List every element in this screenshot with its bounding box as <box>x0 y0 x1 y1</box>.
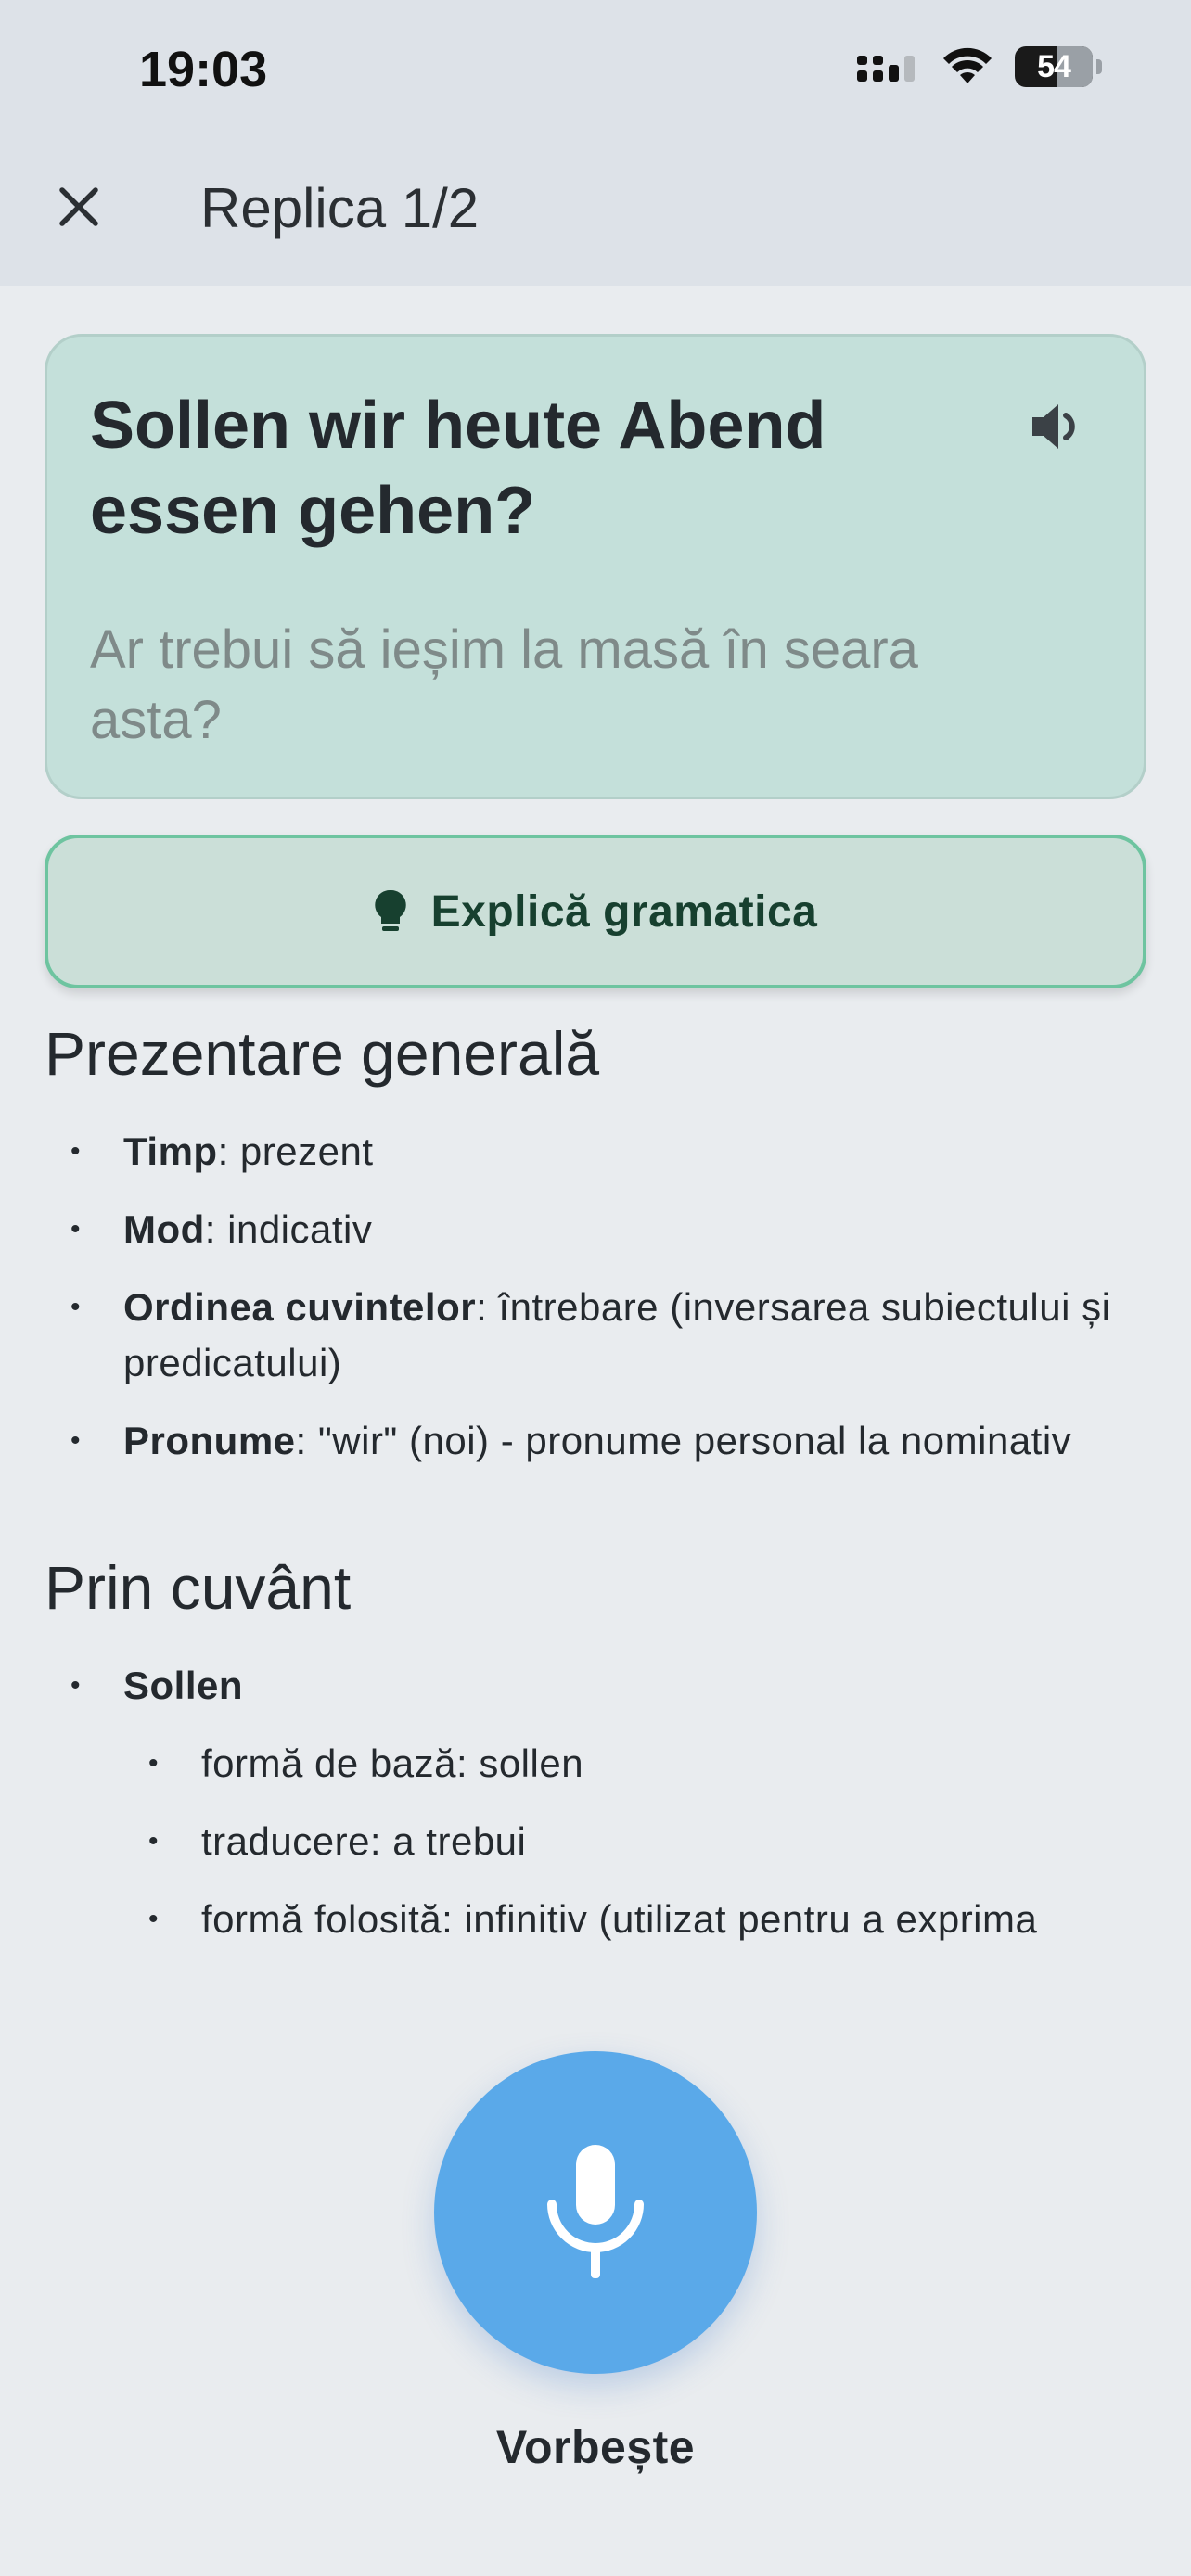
word-detail-text: formă de bază: sollen <box>201 1741 584 1785</box>
bullet: • <box>70 1292 81 1322</box>
top-bar <box>0 0 1191 286</box>
bullet: • <box>148 1748 159 1779</box>
close-button[interactable] <box>48 176 109 237</box>
german-sentence: Sollen wir heute Abend essen gehen? <box>90 389 826 548</box>
by-word-heading: Prin cuvânt <box>45 1553 352 1622</box>
word-detail-text: formă folosită: infinitiv (utilizat pentru a exprima <box>201 1897 1038 1941</box>
speak-label: Vorbește <box>495 2421 696 2473</box>
play-audio-button[interactable] <box>1025 394 1090 459</box>
sentence-card <box>45 334 1146 799</box>
battery-level: 54 <box>1037 48 1070 84</box>
translation-text: Ar trebui să ieșim la masă în seara asta? <box>90 619 918 750</box>
page-title: Replica 1/2 <box>200 177 480 239</box>
close-icon <box>57 185 101 229</box>
overview-value: : prezent <box>217 1129 374 1173</box>
signal-icon <box>855 48 920 85</box>
overview-key: Timp <box>123 1129 218 1173</box>
overview-key: Ordinea cuvintelor <box>123 1285 477 1329</box>
status-time: 19:03 <box>139 42 268 97</box>
bullet: • <box>148 1904 159 1934</box>
battery-cap <box>1096 59 1102 74</box>
battery-icon <box>1015 46 1093 87</box>
explain-grammar-label: Explică gramatica <box>430 886 818 937</box>
bullet: • <box>148 1826 159 1856</box>
overview-value: : întrebare (inversarea subiectului și predicatului) <box>123 1285 1111 1384</box>
bullet: • <box>70 1136 81 1167</box>
overview-key: Pronume <box>123 1419 296 1462</box>
bullet: • <box>70 1425 81 1456</box>
status-icons <box>855 46 1102 87</box>
word-label: Sollen <box>123 1664 244 1707</box>
wifi-icon <box>941 46 994 87</box>
bullet: • <box>70 1670 81 1701</box>
microphone-icon <box>544 2143 647 2282</box>
explain-grammar-button[interactable] <box>45 835 1146 988</box>
lightbulb-icon <box>374 888 407 935</box>
overview-value: : indicativ <box>204 1207 373 1251</box>
overview-key: Mod <box>123 1207 205 1251</box>
word-detail-text: traducere: a trebui <box>201 1819 527 1863</box>
speak-button[interactable] <box>434 2051 757 2374</box>
speaker-icon <box>1029 401 1086 453</box>
bullet: • <box>70 1214 81 1244</box>
overview-heading: Prezentare generală <box>45 1019 600 1088</box>
overview-value: : "wir" (noi) - pronume personal la nominativ <box>295 1419 1072 1462</box>
